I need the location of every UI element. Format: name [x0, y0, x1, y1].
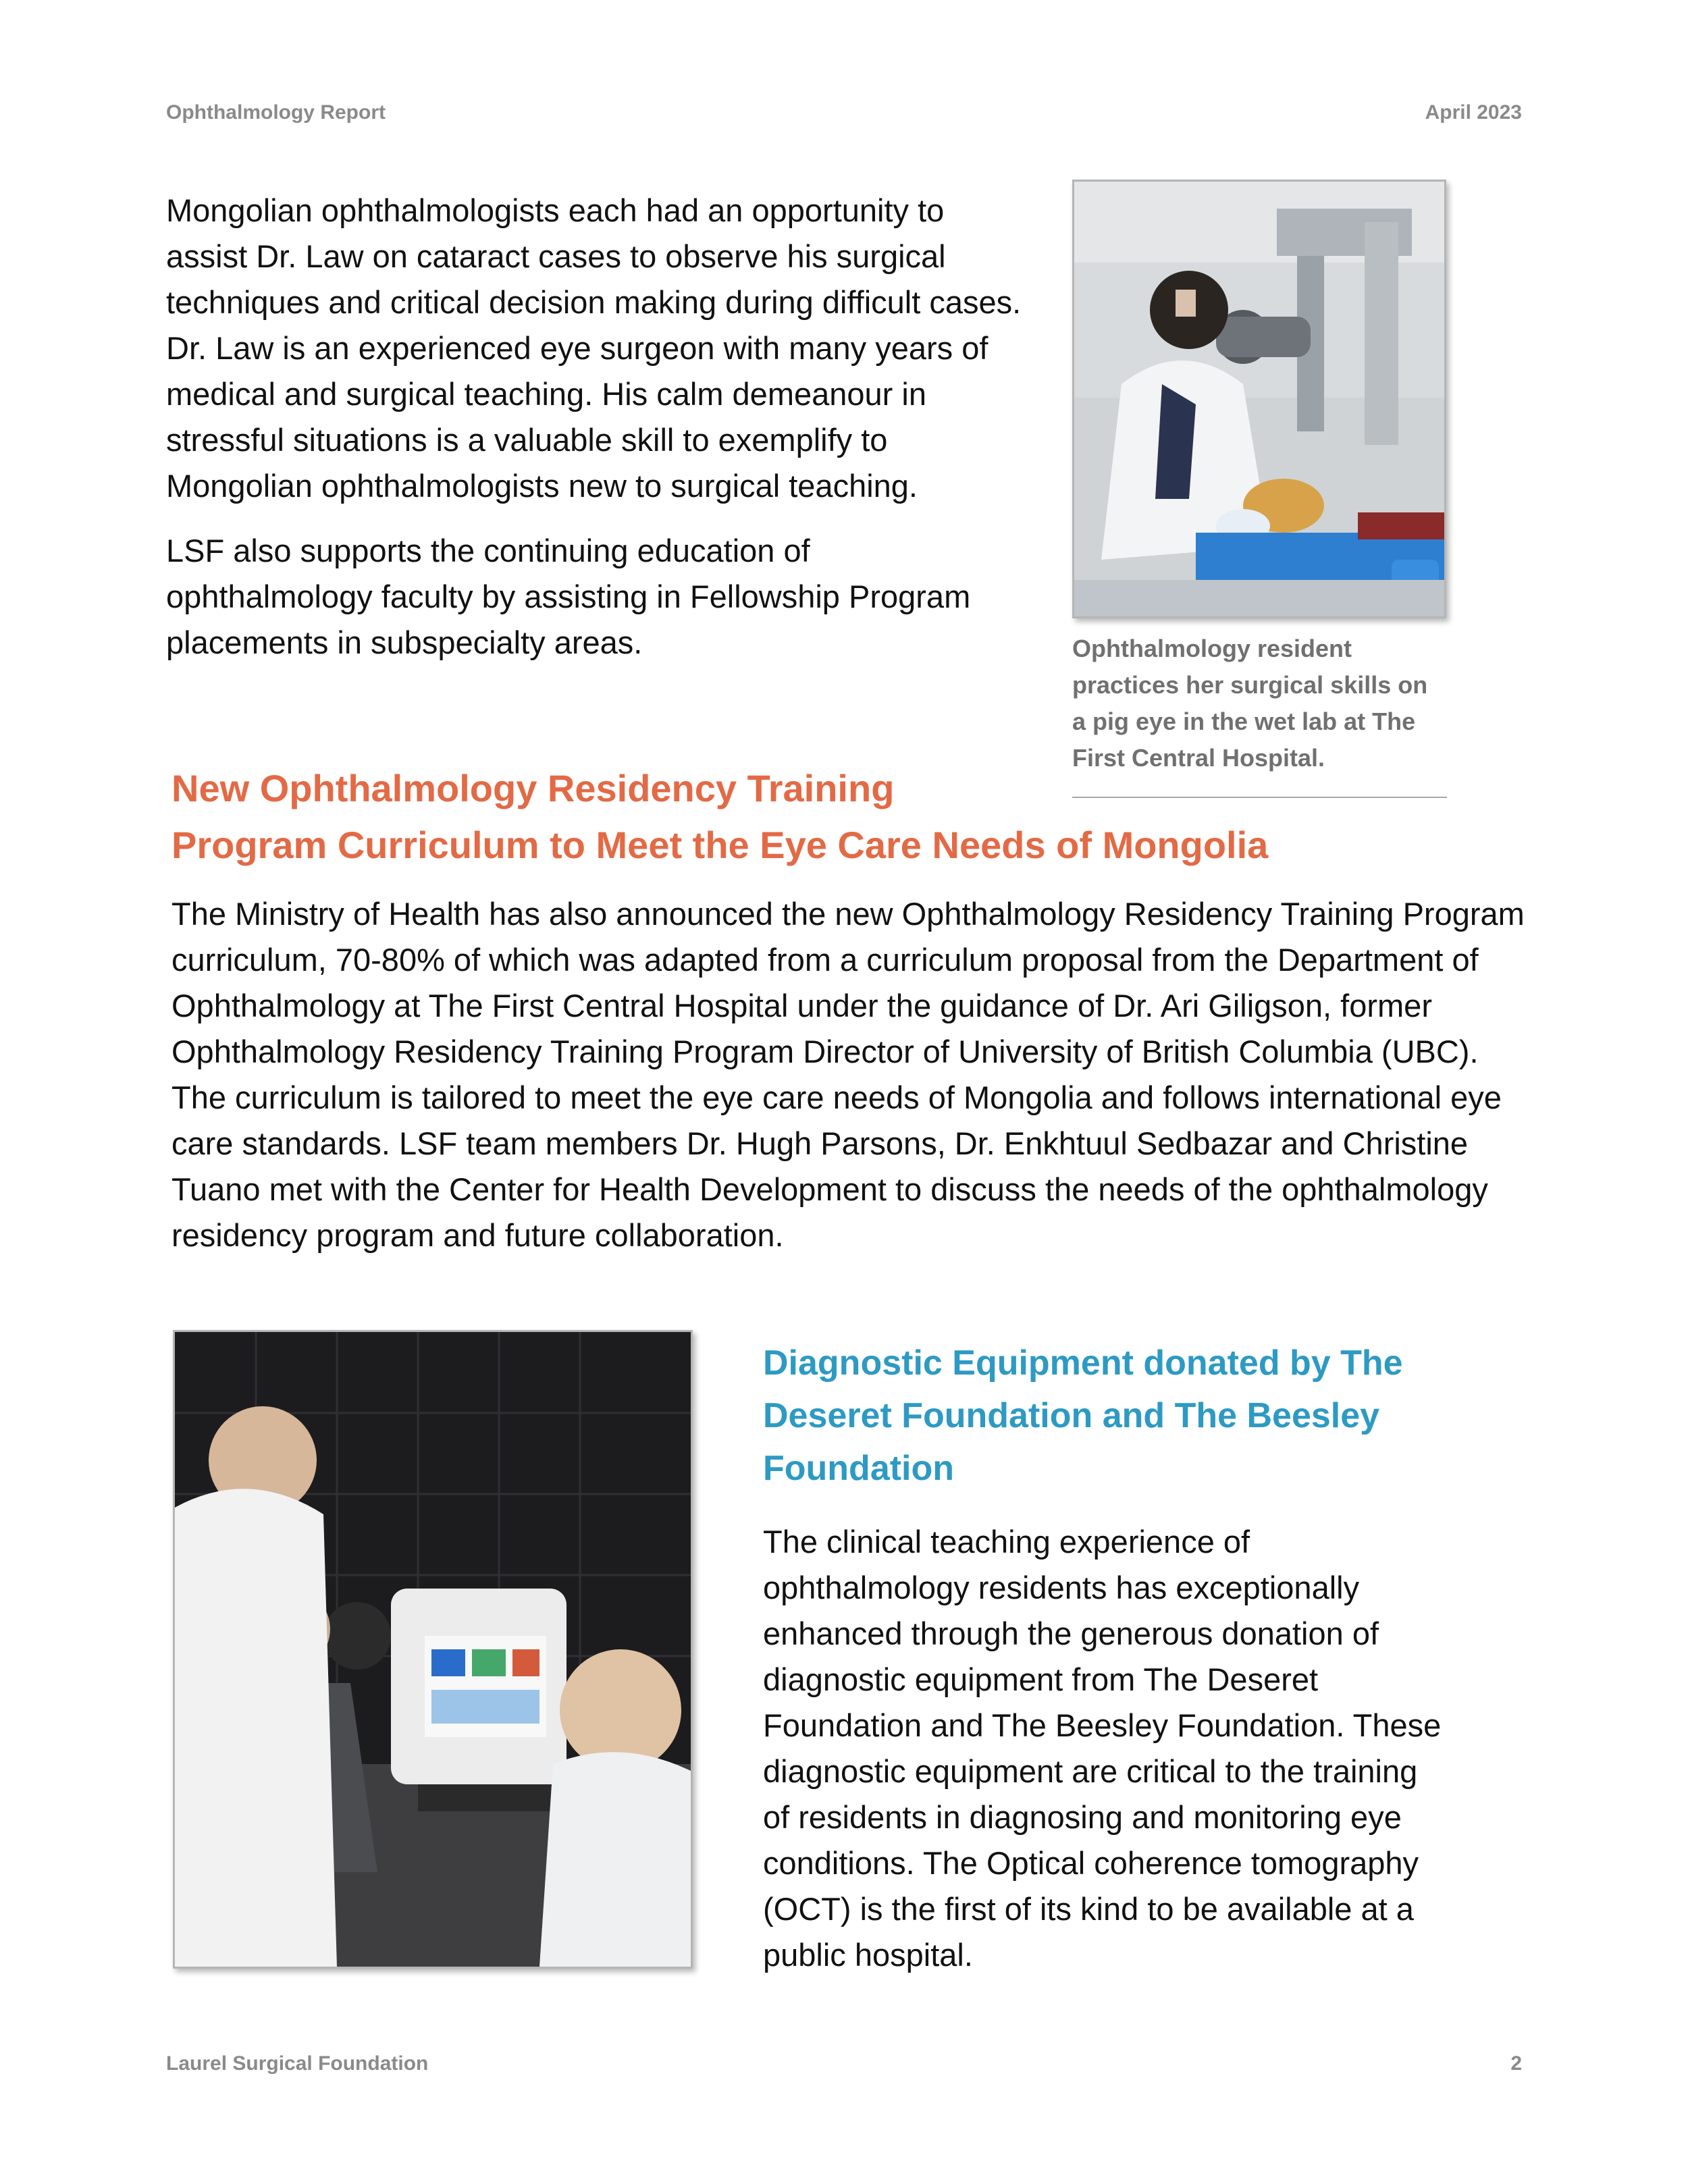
intro-paragraph-2: LSF also supports the continuing education of ophthalmology faculty by assisting in Fellowship Program placements in subspecialty areas. — [166, 533, 971, 660]
residency-heading — [172, 760, 1319, 874]
footer-organization: Laurel Surgical Foundation — [166, 2052, 429, 2075]
diagnostic-heading: Diagnostic Equipment donated by The Deseret Foundation and The Beesley Foundation — [763, 1343, 1403, 1488]
page-number: 2 — [1510, 2052, 1522, 2075]
wet-lab-photo-caption: Ophthalmology resident practices her surgical skills on a pig eye in the wet lab at The First Central Hospital. — [1072, 631, 1447, 798]
diagnostic-body: The clinical teaching experience of ophthalmology residents has exceptionally enhanced through the generous donation of diagnostic equipment from The Deseret Foundation and The Beesley Foundation. These diagnostic equipment are critical to the training of residents in diagnosing and monitoring eye conditions. The Optical coherence tomography (OCT) is the first of its kind to be available at a public hospital. — [763, 1524, 1442, 1973]
oct-equipment-photo — [173, 1330, 693, 1969]
residency-heading-line-2: Program Curriculum to Meet the Eye Care Needs of Mongolia — [172, 824, 1269, 866]
header-report-title: Ophthalmology Report — [166, 101, 386, 124]
residency-heading-line-1: New Ophthalmology Residency Training — [172, 767, 895, 809]
intro-paragraph-1: Mongolian ophthalmologists each had an opportunity to assist Dr. Law on cataract cases to observe his surgical techniques and critical decision making during difficult cases. Dr. Law is an experienced eye surgeon with many years of medical and surgical teaching. His calm demeanour in stressful situations is a valuable skill to exemplify to Mongolian ophthalmologists new to surgical teaching. — [166, 192, 1022, 504]
wet-lab-photo — [1072, 180, 1446, 618]
intro-section — [166, 188, 1024, 685]
wet-lab-photo-image — [1074, 182, 1444, 616]
oct-equipment-photo-image — [175, 1332, 691, 1967]
header-date: April 2023 — [1425, 101, 1522, 124]
residency-body: The Ministry of Health has also announced the new Ophthalmology Residency Training Program curriculum, 70-80% of which was adapted from a curriculum proposal from the Department of Ophthalmology at The First Central Hospital under the guidance of Dr. Ari Giligson, former Ophthalmology Residency Training Program Director of University of British Columbia (UBC). The curriculum is tailored to meet the eye care needs of Mongolia and follows international eye care standards. LSF team members Dr. Hugh Parsons, Dr. Enkhtuul Sedbazar and Christine Tuano met with the Center for Health Development to discuss the needs of the ophthalmology residency program and future collaboration. — [172, 896, 1525, 1253]
